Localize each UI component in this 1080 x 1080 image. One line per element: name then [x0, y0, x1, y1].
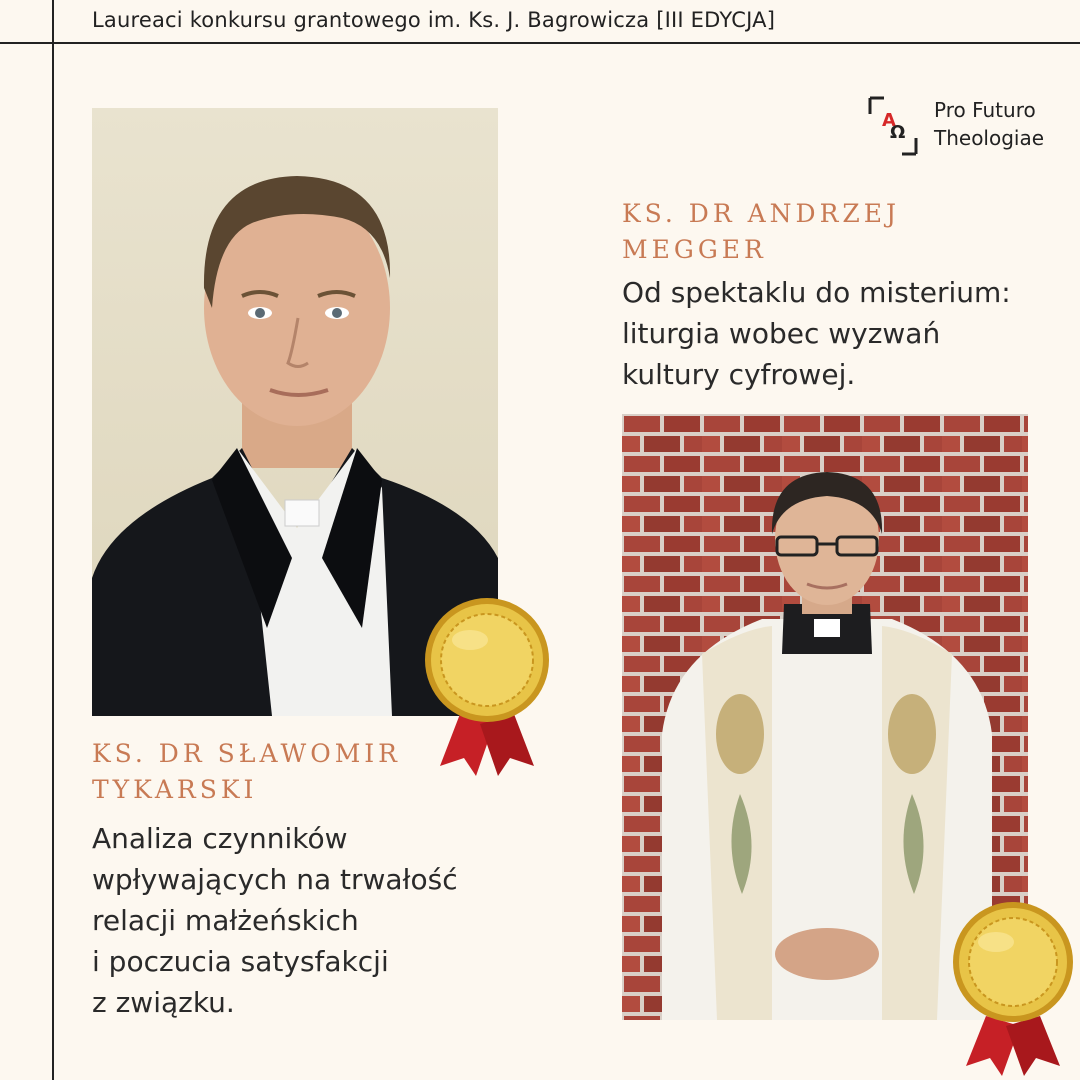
laureate-2-topic — [622, 272, 1062, 395]
laureate-1-name-line-2: TYKARSKI — [92, 775, 258, 804]
pro-futuro-logo — [868, 96, 1068, 158]
svg-text:A: A — [882, 110, 896, 131]
laureate-2-topic-line: Od spektaklu do misterium: — [622, 276, 1011, 309]
laureate-2-name — [622, 196, 1042, 268]
laureate-2-topic-line: liturgia wobec wyzwań — [622, 317, 941, 350]
laureate-1-topic-line: i poczucia satysfakcji — [92, 945, 389, 978]
laureate-1-topic — [92, 818, 532, 1023]
laureate-1-topic-line: z związku. — [92, 986, 235, 1019]
gold-medal-icon — [420, 594, 554, 780]
logo-line-1: Pro Futuro — [934, 98, 1036, 122]
logo-line-2: Theologiae — [934, 126, 1045, 150]
left-frame-line — [52, 0, 54, 1080]
gold-medal-icon — [946, 898, 1080, 1080]
page-title: Laureaci konkursu grantowego im. Ks. J. Bagrowicza [III EDYCJA] — [92, 8, 776, 32]
svg-text:Ω: Ω — [890, 122, 906, 143]
laureate-2-name-line-1: KS. DR ANDRZEJ — [622, 199, 901, 228]
laureate-1-name-line-1: KS. DR SŁAWOMIR — [92, 739, 401, 768]
laureate-1-topic-line: Analiza czynników — [92, 822, 348, 855]
laureate-2-topic-line: kultury cyfrowej. — [622, 358, 856, 391]
laureate-1-topic-line: wpływających na trwałość — [92, 863, 458, 896]
alpha-omega-logo-icon — [868, 96, 918, 156]
laureate-2-name-line-2: MEGGER — [622, 235, 767, 264]
laureate-1-topic-line: relacji małżeńskich — [92, 904, 359, 937]
top-frame-line — [0, 42, 1080, 44]
